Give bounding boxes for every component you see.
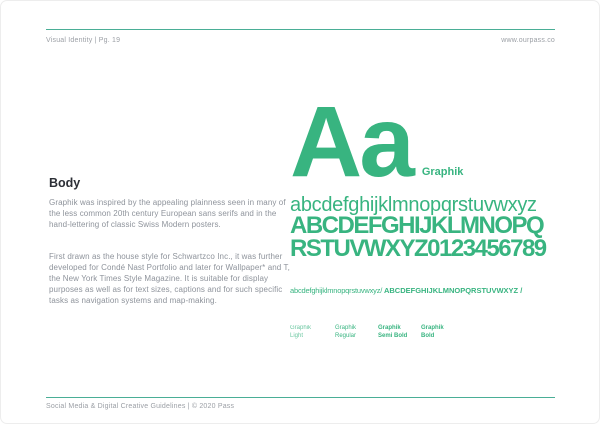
inline-uppercase: ABCDEFGHIJKLMNOPQRSTUVWXYZ / <box>382 286 523 295</box>
weight-style: Semi Bold <box>378 332 408 339</box>
header-doc-label: Visual Identity | Pg. 19 <box>46 37 121 44</box>
lowercase-alphabet-line: abcdefghijklmnopqrstuvwxyz <box>290 194 537 216</box>
section-heading: Body <box>49 176 81 190</box>
uppercase-line-1: ABCDEFGHIJKLMNOPQ <box>290 212 544 239</box>
weight-style: Bold <box>421 332 435 339</box>
typeface-display <box>290 86 464 198</box>
body-paragraph: Graphik was inspired by the appealing plainness seen in many of the less common 20th century European sans serifs and in the hand-lettering of classic Swiss Modern posters. <box>49 198 286 229</box>
footer-rule <box>46 397 555 398</box>
weight-style: Light <box>290 332 304 339</box>
inline-specimen-line <box>290 286 522 295</box>
footer-credit: Social Media & Digital Creative Guidelines | © 2020 Pass <box>46 403 235 410</box>
weight-labels-row <box>290 325 466 340</box>
weight-family: Graphik <box>421 325 444 331</box>
body-paragraph: First drawn as the house style for Schwartzco Inc., it was further developed for Condé Nast Portfolio and later for Wallpaper* and T, the New York Times Style Magazine. It is suitable for display purposes as well as for text sizes, captions and for such specific tasks as navigation systems and map-making. <box>49 252 290 305</box>
uppercase-line-2: RSTUVWXYZ0123456789 <box>290 234 546 262</box>
uppercase-alphabet-block <box>290 212 546 262</box>
weight-family: Graphik <box>378 325 401 331</box>
typeface-name-label: Graphik <box>421 166 464 178</box>
weight-style: Regular <box>335 332 357 339</box>
weight-label-regular <box>335 325 378 340</box>
weight-label-light <box>290 325 335 340</box>
display-glyphs: Aa <box>290 86 412 198</box>
weight-label-bold <box>421 325 466 340</box>
header-site-url: www.ourpass.co <box>501 37 555 44</box>
inline-lowercase: abcdefghijklmnopqrstuvwxyz/ <box>290 286 383 295</box>
weight-label-semibold <box>378 325 421 340</box>
weight-family: Graphik <box>290 325 312 331</box>
weight-family: Graphik <box>335 325 357 331</box>
header-rule <box>46 29 555 30</box>
